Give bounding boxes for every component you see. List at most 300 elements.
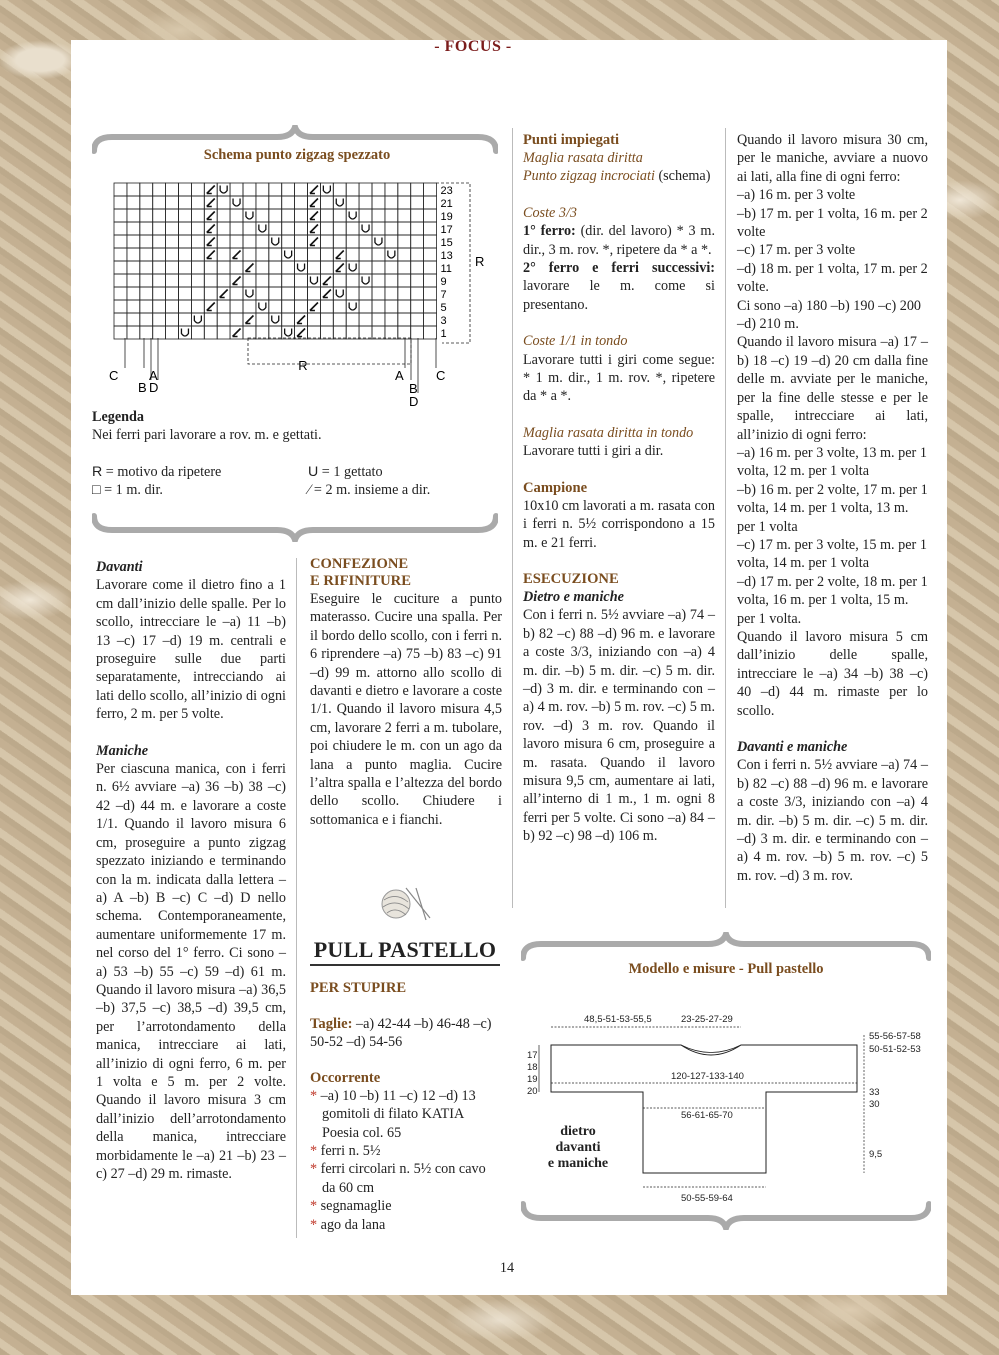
chart-cell: [320, 209, 333, 222]
chart-cell: [217, 222, 230, 235]
chart-cell: [114, 313, 127, 326]
k2tog-symbol: [336, 251, 344, 259]
chart-cell: [269, 300, 282, 313]
chart-cell: [166, 287, 179, 300]
chart-cell: [269, 222, 282, 235]
chart-cell: [308, 313, 321, 326]
row-number: 9: [440, 276, 447, 288]
davanti-text: Lavorare come il dietro fino a 1 cm dall’inizio delle spalle. Per lo scollo, intrecciare le –a) 11 –b) 13 –c) 17 –d) 19 m. centrali e proseguire sulle due parti separatamente, intrecciando ai lati dello scollo, all’inizio di ogni ferro, 2 m. per 5 volte.: [96, 577, 286, 723]
chart-cell: [153, 274, 166, 287]
list-item: * ferri circolari n. 5½ con cavo da 60 cm: [310, 1161, 486, 1196]
chart-cell: [320, 183, 333, 196]
chart-cell: [153, 235, 166, 248]
section-header: - FOCUS -: [434, 38, 512, 55]
yarnover-symbol: [220, 186, 227, 194]
chart-cell: [295, 183, 308, 196]
marker-c-left: C: [109, 368, 119, 383]
chart-cell: [333, 183, 346, 196]
chart-cell: [127, 326, 140, 339]
row-number: 17: [440, 224, 453, 236]
page-number: 14: [499, 1260, 515, 1276]
k2tog-symbol: [207, 212, 215, 220]
chart-cell: [153, 209, 166, 222]
chart-cell: [398, 209, 411, 222]
chart-cell: [191, 313, 204, 326]
legend-text-r: = motivo da ripetere: [105, 463, 222, 480]
chart-cell: [179, 287, 192, 300]
chart-cell: [140, 313, 153, 326]
chart-cell: [385, 235, 398, 248]
chart-cell: [269, 313, 282, 326]
chart-cell: [333, 313, 346, 326]
chart-cell: [191, 183, 204, 196]
chart-cell: [333, 326, 346, 339]
coste11-title: Coste 1/1 in tondo: [523, 333, 628, 350]
punti-title: Punti impiegati: [523, 132, 620, 148]
yarnover-symbol: [181, 329, 188, 337]
chart-cell: [140, 222, 153, 235]
chart-cell: [191, 235, 204, 248]
chart-cell: [359, 326, 372, 339]
chart-cell: [243, 209, 256, 222]
chart-cell: [372, 248, 385, 261]
k2tog-symbol: [336, 264, 344, 272]
chart-cell: [127, 196, 140, 209]
coste11-text: Lavorare tutti i giri come segue: * 1 m. dir., 1 m. rov. *, ripetere da * a *.: [523, 351, 715, 405]
chart-cell: [114, 222, 127, 235]
dim-left-17: 17: [527, 1050, 538, 1061]
chart-cell: [166, 300, 179, 313]
chart-cell: [179, 209, 192, 222]
yarnover-symbol: [336, 290, 343, 298]
chart-title: Schema punto zigzag spezzato: [203, 147, 391, 163]
chart-cell: [372, 326, 385, 339]
r2-text4: Quando il lavoro misura 5 cm dall’inizio delle spalle, intrecciare le –a) 34 –b) 38 –c) 40 –d) 44 m. rimaste per lo scollo.: [737, 628, 928, 719]
dim-30: 30: [869, 1099, 880, 1110]
row-number: 15: [440, 237, 453, 249]
chart-cell: [243, 196, 256, 209]
chart-cell: [372, 300, 385, 313]
chart-cell: [179, 261, 192, 274]
confezione-text: Eseguire le cuciture a punto materasso. Cucire una spalla. Per il bordo dello scollo, con i ferri n. 6 riprendere –a) 75 –b) 83 –c) 91 –d) 99 m. attorno allo scollo di davanti e dietro e lavorare a coste 1/1. Quando il lavoro misura 4,5 cm, lavorare 2 ferri a m. tubolare, poi chiudere le m. con un ago da lana a punto maglia. Cucire l’altra spalla e l’altezza del bordo dello scollo. Chiudere i sottomanica e i fianchi.: [310, 591, 502, 828]
chart-cell: [346, 248, 359, 261]
chart-cell: [153, 196, 166, 209]
chart-cell: [308, 274, 321, 287]
chart-cell: [333, 287, 346, 300]
chart-cell: [359, 235, 372, 248]
chart-cell: [127, 209, 140, 222]
chart-cell: [256, 235, 269, 248]
dim-left-20: 20: [527, 1086, 538, 1097]
chart-cell: [372, 261, 385, 274]
dim-33: 33: [869, 1087, 880, 1098]
chart-cell: [204, 274, 217, 287]
dim-body: 56-61-65-70: [681, 1110, 733, 1121]
davanti-title: Davanti: [96, 559, 143, 575]
chart-cell: [295, 235, 308, 248]
k2tog-symbol: [233, 277, 241, 285]
legend-key-k2tog: ⁄: [308, 482, 311, 499]
yarnover-symbol: [375, 238, 382, 246]
chart-cell: [114, 248, 127, 261]
chart-cell: [230, 261, 243, 274]
chart-cell: [179, 313, 192, 326]
list-item: –b) 17 m. per 1 volta, 16 m. per 2 volte: [737, 205, 928, 241]
chart-cell: [127, 183, 140, 196]
chart-cell: [385, 196, 398, 209]
yarnover-symbol: [388, 251, 395, 259]
marker-c-right: C: [436, 368, 446, 383]
yarnover-symbol: [349, 264, 356, 272]
chart-cell: [243, 300, 256, 313]
list-item: * segnamaglie: [310, 1198, 392, 1215]
chart-cell: [295, 209, 308, 222]
chart-cell: [282, 235, 295, 248]
chart-cell: [114, 235, 127, 248]
yarnover-symbol: [233, 199, 240, 207]
chart-cell: [411, 248, 424, 261]
chart-cell: [191, 300, 204, 313]
rasata-title: Maglia rasata diritta in tondo: [523, 424, 694, 441]
chart-cell: [256, 274, 269, 287]
esecuzione-title: ESECUZIONE: [523, 570, 619, 587]
chart-cell: [204, 313, 217, 326]
chart-cell: [282, 222, 295, 235]
chart-cell: [127, 287, 140, 300]
chart-cell: [398, 326, 411, 339]
k2tog-symbol: [310, 225, 318, 233]
chart-cell: [127, 261, 140, 274]
chart-cell: [346, 235, 359, 248]
chart-cell: [179, 274, 192, 287]
taglie-text: –a) 42-44 –b) 46-48 –c) 50-52 –d) 54-56: [310, 1016, 492, 1051]
legend-text-k2tog: = 2 m. insieme a dir.: [313, 482, 431, 499]
chart-cell: [217, 235, 230, 248]
yarnover-symbol: [246, 212, 253, 220]
marker-b-left: B: [138, 380, 147, 395]
chart-cell: [269, 261, 282, 274]
chart-cell: [114, 300, 127, 313]
list-item: –c) 17 m. per 3 volte: [737, 242, 856, 259]
chart-cell: [269, 287, 282, 300]
chart-cell: [166, 261, 179, 274]
list-item: * –a) 10 –b) 11 –c) 12 –d) 13 gomitoli di filato KATIA Poesia col. 65: [310, 1087, 476, 1141]
chart-cell: [114, 183, 127, 196]
per-stupire: PER STUPIRE: [310, 980, 407, 996]
chart-cell: [398, 248, 411, 261]
dim-top-mid: 23-25-27-29: [681, 1014, 733, 1025]
dim-right-2: 50-51-52-53: [869, 1044, 921, 1055]
chart-cell: [385, 222, 398, 235]
marker-b-right: B: [409, 381, 418, 396]
legend-title: Legenda: [92, 409, 145, 425]
chart-cell: [359, 248, 372, 261]
chart-cell: [166, 222, 179, 235]
chart-cell: [217, 313, 230, 326]
yarnover-symbol: [272, 316, 279, 324]
chart-cell: [346, 261, 359, 274]
chart-cell: [217, 274, 230, 287]
chart-cell: [372, 287, 385, 300]
chart-cell: [114, 326, 127, 339]
chart-cell: [217, 196, 230, 209]
chart-cell: [385, 248, 398, 261]
chart-cell: [282, 209, 295, 222]
punti-2b: (schema): [654, 168, 711, 185]
chart-cell: [282, 287, 295, 300]
k2tog-symbol: [207, 186, 215, 194]
chart-cell: [346, 222, 359, 235]
row-number: 13: [440, 250, 453, 262]
chart-cell: [320, 196, 333, 209]
chart-cell: [114, 287, 127, 300]
chart-cell: [398, 313, 411, 326]
chart-cell: [282, 313, 295, 326]
k2tog-symbol: [207, 225, 215, 233]
dietro-title: Dietro e maniche: [523, 588, 624, 605]
dim-95: 9,5: [869, 1149, 883, 1160]
yarnover-symbol: [323, 186, 330, 194]
chart-cell: [372, 183, 385, 196]
chart-cell: [359, 261, 372, 274]
chart-cell: [204, 261, 217, 274]
middle-column: [310, 556, 502, 829]
coste33-f1-label: 1° ferro:: [523, 223, 576, 240]
confezione-title-1: CONFEZIONE: [310, 556, 409, 572]
repeat-label-right: R: [475, 254, 485, 269]
chart-cell: [282, 183, 295, 196]
chart-cell: [424, 235, 437, 248]
chart-cell: [140, 300, 153, 313]
chart-cell: [127, 248, 140, 261]
yarn-ball-icon: [372, 882, 432, 922]
chart-cell: [346, 183, 359, 196]
chart-cell: [140, 248, 153, 261]
chart-cell: [217, 300, 230, 313]
chart-cell: [295, 248, 308, 261]
yarnover-symbol: [336, 199, 343, 207]
chart-cell: [398, 287, 411, 300]
chart-cell: [166, 196, 179, 209]
chart-cell: [308, 326, 321, 339]
k2tog-symbol: [220, 290, 228, 298]
legend-text-u: = 1 gettato: [321, 463, 383, 480]
chart-cell: [114, 196, 127, 209]
chart-cell: [398, 261, 411, 274]
chart-cell: [295, 274, 308, 287]
punti-2: Punto zigzag incrociati: [523, 168, 655, 185]
campione-title: Campione: [523, 479, 588, 496]
chart-cell: [256, 248, 269, 261]
confezione-title-2: E RIFINITURE: [310, 573, 411, 589]
coste33-title: Coste 3/3: [523, 204, 577, 221]
chart-cell: [153, 183, 166, 196]
chart-cell: [140, 287, 153, 300]
diagram-title: Modello e misure - Pull pastello: [628, 961, 824, 977]
left-column: [96, 558, 286, 1183]
yarnover-symbol: [272, 238, 279, 246]
coste33-f2-text: lavorare le m. come si presentano.: [523, 278, 715, 313]
chart-cell: [320, 222, 333, 235]
k2tog-symbol: [323, 290, 331, 298]
repeat-label-bottom: R: [298, 358, 308, 373]
chart-cell: [140, 183, 153, 196]
chart-cell: [256, 300, 269, 313]
chart-cell: [166, 313, 179, 326]
chart-cell: [127, 313, 140, 326]
chart-cell: [256, 222, 269, 235]
chart-cell: [424, 261, 437, 274]
chart-cell: [179, 235, 192, 248]
list-item: –d) 17 m. per 2 volte, 18 m. per 1 volta, 16 m. per 1 volta, 15 m. per 1 volta.: [737, 573, 928, 627]
chart-cell: [424, 209, 437, 222]
marker-d-right: D: [409, 394, 419, 409]
k2tog-symbol: [233, 329, 241, 337]
chart-cell: [359, 196, 372, 209]
list-item: –b) 16 m. per 2 volte, 17 m. per 1 volta, 14 m. per 1 volta, 13 m. per 1 volta: [737, 481, 928, 535]
yarnover-symbol: [246, 290, 253, 298]
chart-cell: [385, 300, 398, 313]
yarnover-symbol: [310, 277, 317, 285]
chart-cell: [269, 326, 282, 339]
legend-key-box: □: [92, 482, 101, 499]
k2tog-symbol: [245, 264, 253, 272]
chart-cell: [230, 222, 243, 235]
dim-top-left: 48,5-51-53-55,5: [584, 1014, 652, 1025]
k2tog-symbol: [207, 303, 215, 311]
chart-cell: [166, 183, 179, 196]
chart-cell: [424, 326, 437, 339]
yarnover-symbol: [259, 225, 266, 233]
chart-cell: [385, 183, 398, 196]
k2tog-symbol: [207, 238, 215, 246]
chart-cell: [295, 261, 308, 274]
chart-cell: [191, 326, 204, 339]
chart-cell: [179, 248, 192, 261]
chart-cell: [411, 313, 424, 326]
chart-cell: [333, 222, 346, 235]
chart-cell: [217, 261, 230, 274]
r2-text2: Ci sono –a) 180 –b) 190 –c) 200 –d) 210 m.: [737, 297, 922, 333]
chart-cell: [385, 261, 398, 274]
sweater-diagram: [521, 1005, 931, 1215]
chart-cell: [230, 300, 243, 313]
chart-cell: [424, 222, 437, 235]
chart-cell: [359, 313, 372, 326]
list-item: –a) 16 m. per 3 volte, 13 m. per 1 volta, 12 m. per 1 volta: [737, 444, 927, 480]
chart-cell: [333, 196, 346, 209]
chart-cell: [359, 183, 372, 196]
chart-cell: [269, 274, 282, 287]
chart-cell: [411, 196, 424, 209]
chart-cell: [411, 235, 424, 248]
marker-d-left: D: [149, 380, 159, 395]
chart-cell: [256, 261, 269, 274]
chart-cell: [308, 287, 321, 300]
chart-cell: [153, 222, 166, 235]
chart-cell: [424, 196, 437, 209]
pull-title-underline: [310, 964, 500, 966]
coste33-f2-label: 2° ferro e ferri successivi:: [523, 260, 715, 277]
chart-cell: [282, 196, 295, 209]
chart-cell: [346, 287, 359, 300]
chart-cell: [243, 326, 256, 339]
chart-cell: [385, 209, 398, 222]
chart-cell: [359, 300, 372, 313]
chart-cell: [320, 326, 333, 339]
column-divider-3: [725, 128, 726, 908]
chart-cell: [398, 300, 411, 313]
chart-cell: [398, 183, 411, 196]
occorrente-title: Occorrente: [310, 1069, 381, 1086]
chart-cell: [179, 326, 192, 339]
maniche-text: Per ciascuna manica, con i ferri n. 6½ avviare –a) 36 –b) 38 –c) 42 –d) 44 m. e lavorare a coste 1/1. Quando il lavoro misura 6 cm, proseguire a punto zigzag spezzato iniziando e terminando con la m. indicata dalla lettera –a) A –b) B –c) C –d) D nello schema. Contemporaneamente, aumentare uniformemente 17 m. nel corso del 1° ferro. Ci sono –a) 53 –b) 55 –c) 59 –d) 61 m. Quando il lavoro misura –a) 36,5 –b) 37,5 –c) 38,5 –d) 39,5 cm, per l’arrotondamento della manica, intrecciare ai lati, all’inizio di ogni ferro, 6 m. per 1 volta e 5 m. per 2 volte. Quando il lavoro misura 3 cm dall’inizio dell’arrotondamento della manica, intrecciare morbidamente le –a) 21 –b) 23 –c) 27 –d) 29 m. rimaste.: [96, 761, 286, 1182]
list-item: * ferri n. 5½: [310, 1143, 381, 1160]
diagram-box-top-brace: [521, 932, 931, 962]
chart-cell: [140, 209, 153, 222]
column-divider-2: [512, 128, 513, 908]
chart-cell: [256, 287, 269, 300]
chart-cell: [411, 274, 424, 287]
chart-cell: [114, 261, 127, 274]
chart-cell: [243, 235, 256, 248]
chart-cell: [230, 209, 243, 222]
row-number: 5: [440, 302, 447, 314]
k2tog-symbol: [297, 316, 305, 324]
chart-cell: [398, 196, 411, 209]
chart-cell: [230, 196, 243, 209]
chart-cell: [217, 183, 230, 196]
k2tog-symbol: [310, 199, 318, 207]
k2tog-symbol: [310, 212, 318, 220]
chart-cell: [359, 209, 372, 222]
piece-label-3: e maniche: [547, 1156, 609, 1171]
chart-cell: [346, 196, 359, 209]
legend-key-u: U: [308, 463, 319, 480]
k2tog-symbol: [207, 251, 215, 259]
yarnover-symbol: [194, 316, 201, 324]
chart-cell: [243, 222, 256, 235]
chart-cell: [398, 235, 411, 248]
chart-cell: [411, 222, 424, 235]
chart-cell: [424, 287, 437, 300]
yarnover-symbol: [349, 303, 356, 311]
chart-cell: [282, 248, 295, 261]
chart-cell: [411, 287, 424, 300]
chart-cell: [269, 235, 282, 248]
dim-right-1: 55-56-57-58: [869, 1031, 921, 1042]
chart-cell: [320, 235, 333, 248]
chart-cell: [372, 235, 385, 248]
r2-text1: Quando il lavoro misura 30 cm, per le maniche, avviare a nuovo ai lati, alla fine di ogni ferro:: [737, 132, 928, 185]
chart-cell: [282, 274, 295, 287]
k2tog-symbol: [310, 238, 318, 246]
middle-column-2: [310, 980, 502, 1234]
chart-cell: [256, 326, 269, 339]
chart-cell: [153, 300, 166, 313]
k2tog-symbol: [245, 316, 253, 324]
r2-davanti-title: Davanti e maniche: [737, 739, 848, 755]
chart-cell: [282, 261, 295, 274]
chart-cell: [230, 287, 243, 300]
chart-cell: [269, 248, 282, 261]
chart-cell: [424, 300, 437, 313]
diagram-box-bottom-brace: [521, 1200, 931, 1230]
yarnover-symbol: [349, 212, 356, 220]
repeat-bracket-bottom: [248, 338, 411, 364]
chart-cell: [230, 235, 243, 248]
chart-cell: [295, 222, 308, 235]
